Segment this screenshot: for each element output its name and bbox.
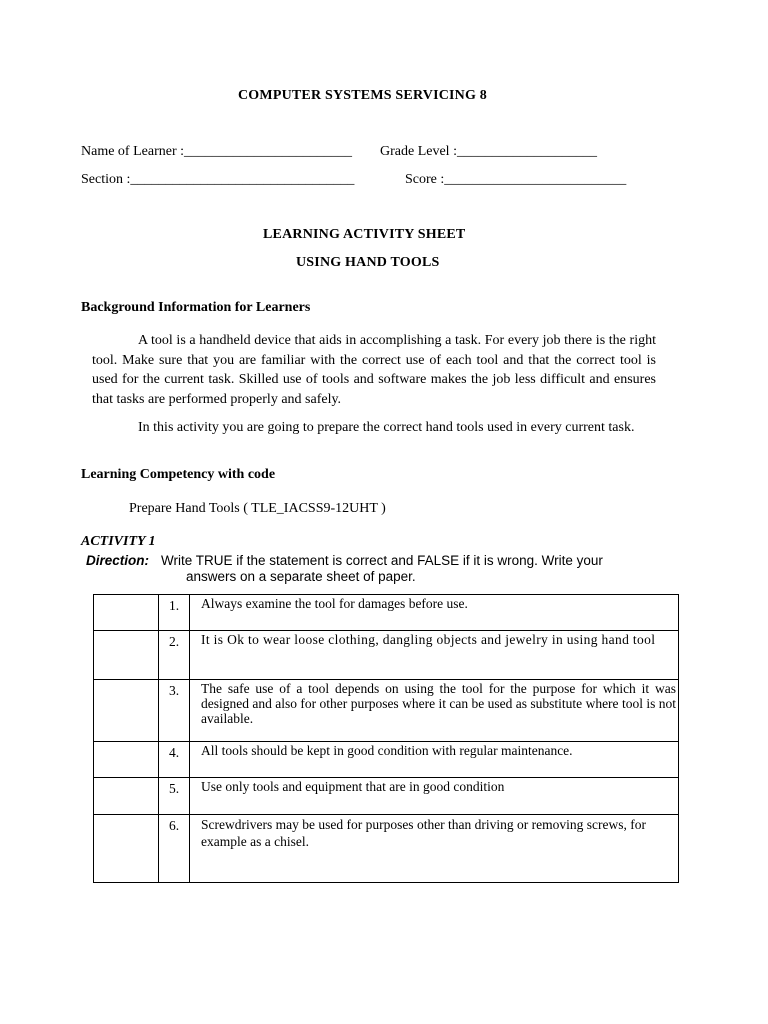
grade-label: Grade Level :: [380, 144, 457, 159]
grade-level-field: [380, 144, 597, 160]
sheet-subtitle: USING HAND TOOLS: [296, 255, 440, 270]
activity-label: ACTIVITY 1: [81, 534, 156, 549]
background-paragraph-2: [92, 418, 656, 438]
item-statement: Always examine the tool for damages before use.: [190, 595, 679, 631]
answer-cell: [94, 815, 159, 883]
direction-text-2: answers on a separate sheet of paper.: [186, 569, 416, 584]
item-statement: It is Ok to wear loose clothing, dangling objects and jewelry in using hand tool: [190, 631, 679, 680]
document-title: COMPUTER SYSTEMS SERVICING 8: [238, 88, 487, 103]
answer-cell: [94, 680, 159, 742]
item-number: 6.: [159, 815, 190, 883]
item-statement: The safe use of a tool depends on using the tool for the purpose for which it was designed and also for other purposes where it can be used as substitute where tool is not available.: [190, 680, 679, 742]
item-number: 1.: [159, 595, 190, 631]
table-row: [94, 680, 679, 742]
name-of-learner-field: [81, 144, 352, 160]
direction-line-1: [86, 552, 603, 570]
direction-label: Direction:: [86, 553, 150, 568]
competency-text: Prepare Hand Tools ( TLE_IACSS9-12UHT ): [129, 501, 386, 516]
name-blank-line: ________________________: [184, 144, 352, 159]
score-field: [405, 172, 626, 188]
background-heading: Background Information for Learners: [81, 300, 311, 315]
item-number: 5.: [159, 778, 190, 815]
table-row: [94, 815, 679, 883]
table-row: [94, 778, 679, 815]
grade-blank-line: ____________________: [456, 144, 597, 159]
answer-cell: [94, 778, 159, 815]
background-paragraph-2-text: In this activity you are going to prepare the correct hand tools used in every current task.: [138, 420, 635, 435]
answer-cell: [94, 631, 159, 680]
sheet-title: LEARNING ACTIVITY SHEET: [263, 227, 466, 242]
item-number: 2.: [159, 631, 190, 680]
item-statement: Use only tools and equipment that are in good condition: [190, 778, 679, 815]
section-blank-line: ________________________________: [130, 172, 355, 187]
competency-heading: Learning Competency with code: [81, 467, 276, 482]
table-row: [94, 595, 679, 631]
name-label: Name of Learner :: [81, 144, 184, 159]
item-number: 3.: [159, 680, 190, 742]
item-number: 4.: [159, 742, 190, 778]
direction-text-1: Write TRUE if the statement is correct and FALSE if it is wrong. Write your: [161, 553, 603, 568]
score-blank-line: __________________________: [444, 172, 627, 187]
answer-cell: [94, 742, 159, 778]
score-label: Score :: [405, 172, 445, 187]
table-row: [94, 631, 679, 680]
item-statement: All tools should be kept in good condition with regular maintenance.: [190, 742, 679, 778]
true-false-table: [93, 594, 679, 883]
section-field: [81, 172, 354, 188]
table-row: [94, 742, 679, 778]
background-paragraph-1-text: A tool is a handheld device that aids in accomplishing a task. For every job there is the right tool. Make sure that you are familiar with the correct use of each tool and that the correct tool is used for the current task. Skilled use of tools and software makes the job less difficult and ensures that tasks are performed properly and safely.: [92, 333, 656, 407]
answer-cell: [94, 595, 159, 631]
background-paragraph-1: [92, 331, 656, 409]
section-label: Section :: [81, 172, 131, 187]
item-statement: Screwdrivers may be used for purposes other than driving or removing screws, for example as a chisel.: [190, 815, 679, 883]
